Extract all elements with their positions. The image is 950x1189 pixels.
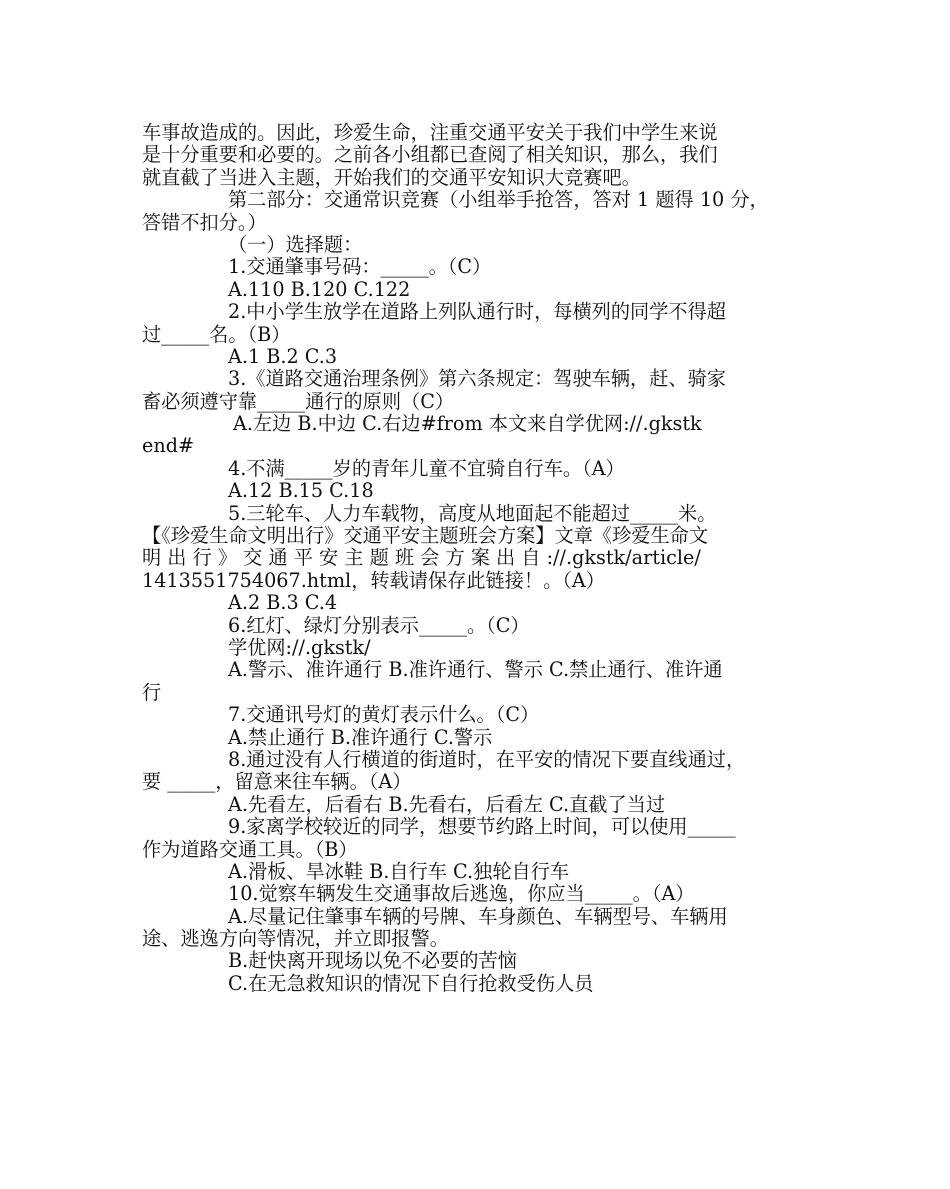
question: 6.红灯、绿灯分别表示_____。（C） (228, 613, 530, 637)
question: 9.家离学校较近的同学，想要节约路上时间，可以使用_____ (228, 815, 736, 839)
source-link: 学优网://.gkstk/ (228, 635, 371, 659)
source-note-line: 【《珍爱生命文明出行》交通平安主题班会方案】文章《珍爱生命文 (142, 524, 709, 548)
answer-options: A.滑板、旱冰鞋 B.自行车 C.独轮自行车 (228, 859, 570, 883)
answer-option: A.尽量记住肇事车辆的号牌、车身颜色、车辆型号、车辆用 (228, 904, 728, 928)
question-continuation: 过_____名。（B） (142, 322, 291, 346)
question-continuation: 畜必须遵守靠_____通行的原则（C） (142, 389, 455, 413)
question: 5.三轮车、人力车载物，高度从地面起不能超过_____米。 (228, 501, 717, 525)
paragraph-line: 答错不扣分。） (142, 210, 267, 234)
answer-options: A.1 B.2 C.3 (228, 344, 338, 368)
source-note-line: 明 出 行 》 交 通 平 安 主 题 班 会 方 案 出 自 ://.gkstk/article/ (142, 546, 701, 570)
answer-continuation: 行 (142, 680, 162, 704)
answer-options: A.12 B.15 C.18 (228, 479, 374, 503)
answer-options: A.禁止通行 B.准许通行 C.警示 (228, 725, 493, 749)
question: 7.交通讯号灯的黄灯表示什么。（C） (228, 703, 540, 727)
answer-options: A.左边 B.中边 C.右边#from 本文来自学优网://.gkstk (233, 412, 702, 436)
answer-options: A.2 B.3 C.4 (228, 591, 338, 615)
section-heading: 第二部分：交通常识竞赛（小组举手抢答，答对 1 题得 10 分， (228, 188, 769, 212)
subsection-heading: （一）选择题： (228, 232, 363, 256)
answer-option: C.在无急救知识的情况下自行抢救受伤人员 (228, 971, 594, 995)
paragraph-line: 是十分重要和必要的。之前各小组都已查阅了相关知识，那么，我们 (142, 143, 718, 167)
question: 3.《道路交通治理条例》第六条规定：驾驶车辆，赶、骑家 (228, 367, 726, 391)
paragraph-line: 车事故造成的。因此，珍爱生命，注重交通平安关于我们中学生来说 (142, 121, 718, 144)
question: 2.中小学生放学在道路上列队通行时，每横列的同学不得超 (228, 300, 726, 324)
answer-options: A.先看左，后看右 B.先看右，后看左 C.直截了当过 (228, 792, 666, 816)
question-continuation: 要 _____，留意来往车辆。（A） (142, 770, 412, 794)
question-continuation: 作为道路交通工具。（B） (142, 837, 358, 861)
paragraph-line: 就直截了当进入主题，开始我们的交通平安知识大竞赛吧。 (142, 165, 641, 189)
question: 1.交通肇事号码：_____。（C） (228, 255, 492, 279)
answer-continuation: end# (142, 434, 195, 458)
answer-option: B.赶快离开现场以免不必要的苦恼 (228, 949, 517, 973)
question: 10.觉察车辆发生交通事故后逃逸，你应当_____。（A） (228, 882, 695, 906)
answer-options: A.警示、准许通行 B.准许通行、警示 C.禁止通行、准许通 (228, 658, 723, 682)
question: 4.不满_____岁的青年儿童不宜骑自行车。（A） (228, 456, 625, 480)
document-body (142, 122, 812, 995)
question: 8.通过没有人行横道的街道时，在平安的情况下要直线通过， (228, 747, 746, 771)
answer-options: A.110 B.120 C.122 (228, 277, 411, 301)
answer-continuation: 途、逃逸方向等情况，并立即报警。 (142, 927, 449, 951)
source-note-line: 1413551754067.html，转载请保存此链接！。（A） (142, 568, 605, 592)
